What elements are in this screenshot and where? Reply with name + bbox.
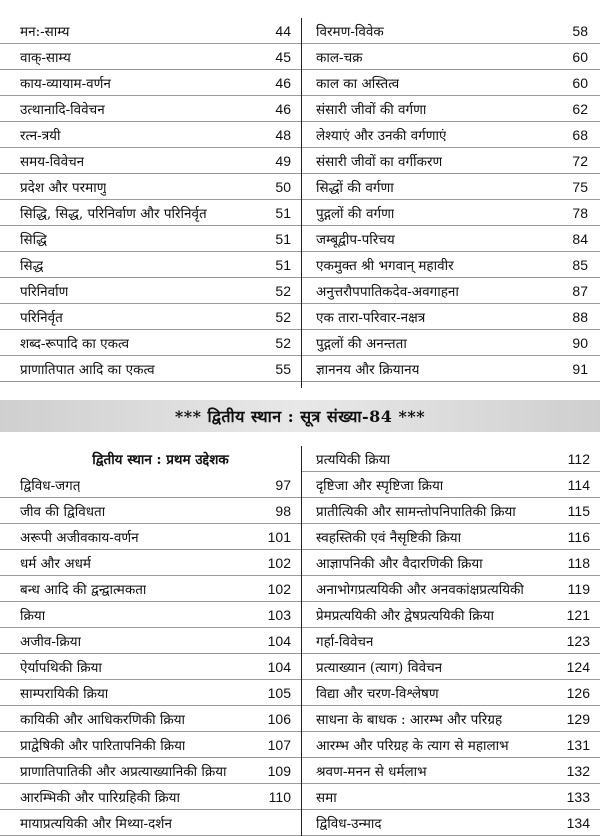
toc-entry-page: 52: [275, 334, 291, 351]
toc-entry-title: एकमुक्त श्री भगवान् महावीर: [316, 257, 454, 274]
toc-entry-title: सिद्धि: [20, 231, 47, 248]
toc-entry-title: साम्परायिकी क्रिया: [20, 685, 109, 702]
toc-entry-title: सिद्ध: [20, 257, 44, 274]
toc-entry-page: 58: [572, 22, 588, 39]
toc-entry-page: 78: [572, 204, 588, 221]
toc-entry-page: 51: [275, 256, 291, 273]
toc-entry: [0, 784, 301, 810]
toc-entry-page: 101: [267, 528, 291, 545]
toc-entry: [0, 122, 301, 148]
toc-entry-title: क्रिया: [20, 607, 46, 624]
toc-entry-page: 119: [567, 580, 590, 597]
toc-entry: [0, 498, 301, 524]
toc-entry-title: प्रेमप्रत्ययिकी और द्वेषप्रत्ययिकी क्रिया: [316, 607, 494, 624]
toc-entry-title: लेश्याएं और उनकी वर्गणाएं: [316, 127, 447, 144]
toc-entry: [302, 576, 600, 602]
toc-entry-page: 115: [567, 502, 590, 519]
toc-entry-title: अनुत्तरौपपातिकदेव-अवगाहना: [316, 283, 459, 300]
toc-entry-page: 116: [567, 528, 590, 545]
toc-entry-title: स्वहस्तिकी एवं नैसृष्टिकी क्रिया: [316, 529, 462, 546]
toc-entry-page: 60: [572, 48, 588, 65]
toc-entry-page: 85: [572, 256, 588, 273]
toc-entry-title: अरूपी अजीवकाय-वर्णन: [20, 529, 139, 546]
toc-entry-page: 104: [267, 632, 291, 649]
toc-entry-title: परिनिर्वृत: [20, 309, 63, 326]
bottom-right-column: [302, 446, 600, 836]
toc-entry-page: 112: [567, 450, 590, 467]
toc-entry: [302, 174, 600, 200]
toc-entry-title: प्राणातिपातिकी और अप्रत्याख्यानिकी क्रिया: [20, 763, 227, 780]
toc-entry-page: 110: [268, 788, 291, 805]
toc-entry-title: विरमण-विवेक: [316, 23, 384, 40]
toc-entry: [302, 226, 600, 252]
toc-entry-page: 114: [567, 476, 590, 493]
toc-entry-page: 51: [275, 230, 291, 247]
top-contents-section: [0, 18, 600, 388]
toc-entry-page: 52: [275, 308, 291, 325]
toc-entry: [302, 278, 600, 304]
toc-entry-title: धर्म और अधर्म: [20, 555, 91, 572]
toc-entry-title: प्रत्ययिकी क्रिया: [316, 451, 391, 468]
toc-entry-title: ऐर्यापथिकी क्रिया: [20, 659, 102, 676]
toc-entry: [0, 330, 301, 356]
bottom-contents-section: [0, 446, 600, 836]
toc-entry-page: 129: [566, 710, 590, 727]
toc-entry: [0, 148, 301, 174]
toc-entry-title: जीव की द्विविधता: [20, 503, 106, 520]
toc-entry-title: प्रातीत्यिकी और सामन्तोपनिपातिकी क्रिया: [316, 503, 516, 520]
toc-entry-page: 50: [275, 178, 291, 195]
toc-entry: [302, 304, 600, 330]
toc-entry-page: 62: [572, 100, 588, 117]
toc-entry-title: विद्या और चरण-विश्लेषण: [316, 685, 439, 702]
toc-entry-title: द्विविध-उन्माद: [316, 815, 382, 832]
toc-entry: [0, 200, 301, 226]
toc-entry: [0, 226, 301, 252]
toc-entry-page: 75: [572, 178, 588, 195]
toc-entry-title: अनाभोगप्रत्ययिकी और अनवकांक्षप्रत्ययिकी: [316, 581, 524, 598]
toc-entry-page: 87: [572, 282, 588, 299]
toc-entry-page: 103: [267, 606, 291, 623]
toc-entry-page: 46: [275, 100, 291, 117]
toc-entry-page: 48: [275, 126, 291, 143]
toc-entry-title: दृष्टिजा और स्पृष्टिजा क्रिया: [316, 477, 444, 494]
toc-entry-title: कायिकी और आधिकरणिकी क्रिया: [20, 711, 186, 728]
toc-entry: [302, 472, 600, 498]
toc-entry: [0, 70, 301, 96]
toc-entry: [0, 602, 301, 628]
toc-entry-title: संसारी जीवों का वर्गीकरण: [316, 153, 443, 170]
toc-entry-title: मन:-साम्य: [20, 23, 70, 40]
toc-entry-title: द्विविध-जगत्: [20, 477, 81, 494]
toc-entry-title: काल-चक्र: [316, 49, 363, 66]
toc-entry-page: 118: [567, 554, 590, 571]
toc-entry-title: साधना के बाधक : आरम्भ और परिग्रह: [316, 711, 503, 728]
toc-entry: [302, 356, 600, 382]
toc-entry-title: पुद्गलों की अनन्तता: [316, 335, 407, 352]
toc-entry-page: 121: [566, 606, 590, 623]
toc-entry: [0, 654, 301, 680]
toc-entry: [302, 628, 600, 654]
toc-entry-title: अजीव-क्रिया: [20, 633, 82, 650]
toc-entry-title: परिनिर्वाण: [20, 283, 69, 300]
toc-entry: [0, 472, 301, 498]
toc-entry-title: सिद्धों की वर्गणा: [316, 179, 394, 196]
toc-entry-page: 131: [566, 736, 590, 753]
toc-entry-title: शब्द-रूपादि का एकत्व: [20, 335, 130, 352]
toc-entry: [0, 810, 301, 836]
toc-entry-title: काय-व्यायाम-वर्णन: [20, 75, 111, 92]
toc-entry-page: 84: [572, 230, 588, 247]
top-left-column: [0, 18, 302, 388]
toc-entry: [0, 44, 301, 70]
toc-entry: [302, 524, 600, 550]
toc-entry: [0, 576, 301, 602]
toc-entry: [0, 524, 301, 550]
toc-entry-title: प्राणातिपात आदि का एकत्व: [20, 361, 155, 378]
toc-entry-title: उत्थानादि-विवेचन: [20, 101, 105, 118]
toc-entry-title: गर्हा-विवेचन: [316, 633, 374, 650]
toc-entry-title: समा: [316, 789, 337, 806]
toc-entry-title: जम्बूद्वीप-परिचय: [316, 231, 395, 248]
toc-entry-title: काल का अस्तित्व: [316, 75, 400, 92]
toc-entry-title: मायाप्रत्ययिकी और मिथ्या-दर्शन: [20, 815, 172, 832]
toc-entry: [0, 96, 301, 122]
toc-entry: [302, 122, 600, 148]
toc-entry-page: 60: [572, 74, 588, 91]
toc-entry: [0, 706, 301, 732]
toc-entry: [302, 550, 600, 576]
toc-entry-page: 107: [267, 736, 291, 753]
toc-entry-title: श्रवण-मनन से धर्मलाभ: [316, 763, 427, 780]
toc-entry-title: आरम्भिकी और पारिग्रहिकी क्रिया: [20, 789, 180, 806]
toc-entry: [302, 330, 600, 356]
toc-entry: [0, 550, 301, 576]
toc-entry: [302, 602, 600, 628]
toc-entry-title: समय-विवेचन: [20, 153, 85, 170]
toc-entry: [302, 680, 600, 706]
toc-entry-page: 134: [566, 814, 590, 831]
toc-entry: [0, 680, 301, 706]
toc-entry-page: 98: [275, 502, 291, 519]
toc-entry: [0, 628, 301, 654]
toc-entry: [0, 278, 301, 304]
toc-entry-page: 104: [267, 658, 291, 675]
toc-entry-page: 102: [267, 580, 291, 597]
toc-entry-page: 133: [566, 788, 590, 805]
toc-entry-title: पुद्गलों की वर्गणा: [316, 205, 395, 222]
toc-entry: [302, 498, 600, 524]
toc-entry: [302, 44, 600, 70]
toc-entry: [0, 356, 301, 382]
toc-entry-title: प्रदेश और परमाणु: [20, 179, 107, 196]
toc-entry-title: एक तारा-परिवार-नक्षत्र: [316, 309, 426, 326]
toc-entry: [302, 810, 600, 836]
toc-entry-page: 55: [275, 360, 291, 377]
toc-entry: [302, 446, 600, 472]
toc-entry-page: 49: [275, 152, 291, 169]
toc-entry-page: 106: [267, 710, 291, 727]
toc-entry: [302, 252, 600, 278]
toc-entry-page: 52: [275, 282, 291, 299]
toc-entry: [0, 304, 301, 330]
toc-entry-title: ज्ञाननय और क्रियानय: [316, 361, 420, 378]
toc-entry-page: 126: [566, 684, 590, 701]
toc-entry: [0, 252, 301, 278]
toc-entry: [302, 70, 600, 96]
toc-entry-page: 88: [572, 308, 588, 325]
toc-entry: [302, 706, 600, 732]
toc-entry-page: 132: [566, 762, 590, 779]
toc-entry-title: रत्न-त्रयी: [20, 127, 61, 144]
toc-entry-page: 124: [566, 658, 590, 675]
toc-entry: [302, 758, 600, 784]
toc-entry-title: सिद्धि, सिद्ध, परिनिर्वाण और परिनिर्वृत: [20, 205, 207, 222]
section-banner: *** द्वितीय स्थान : सूत्र संख्या-84 ***: [0, 400, 600, 432]
toc-entry-title: प्रत्याख्यान (त्याग) विवेचन: [316, 659, 443, 676]
toc-entry: [0, 174, 301, 200]
top-right-column: [302, 18, 600, 388]
toc-entry: [302, 200, 600, 226]
toc-entry-page: 105: [267, 684, 291, 701]
toc-entry: [302, 784, 600, 810]
toc-entry-title: वाक्-साम्य: [20, 49, 71, 66]
bottom-left-list: [0, 472, 301, 836]
toc-entry-page: 46: [275, 74, 291, 91]
toc-entry-page: 51: [275, 204, 291, 221]
toc-entry-page: 68: [572, 126, 588, 143]
toc-entry-title: आज्ञापनिकी और वैदारणिकी क्रिया: [316, 555, 483, 572]
toc-entry: [302, 96, 600, 122]
toc-entry-page: 90: [572, 334, 588, 351]
toc-entry-page: 109: [267, 762, 291, 779]
toc-entry-title: बन्ध आदि की द्वन्द्वात्मकता: [20, 581, 147, 598]
toc-entry-page: 102: [267, 554, 291, 571]
toc-entry-title: संसारी जीवों की वर्गणा: [316, 101, 427, 118]
toc-entry: [0, 18, 301, 44]
toc-entry-page: 44: [275, 22, 291, 39]
toc-entry-title: प्राद्वेषिकी और पारितापनिकी क्रिया: [20, 737, 186, 754]
toc-entry: [0, 758, 301, 784]
toc-entry-page: 45: [275, 48, 291, 65]
toc-entry-page: 123: [566, 632, 590, 649]
section-heading: द्वितीय स्थान : प्रथम उद्देशक: [92, 452, 229, 468]
toc-entry-page: 91: [572, 360, 588, 377]
bottom-left-column: [0, 446, 302, 836]
toc-entry-title: आरम्भ और परिग्रह के त्याग से महालाभ: [316, 737, 509, 754]
toc-entry: [302, 18, 600, 44]
toc-entry: [302, 148, 600, 174]
toc-entry-page: 72: [572, 152, 588, 169]
toc-entry: [302, 654, 600, 680]
toc-entry: [0, 732, 301, 758]
toc-entry: [302, 732, 600, 758]
toc-entry-page: 97: [275, 476, 291, 493]
